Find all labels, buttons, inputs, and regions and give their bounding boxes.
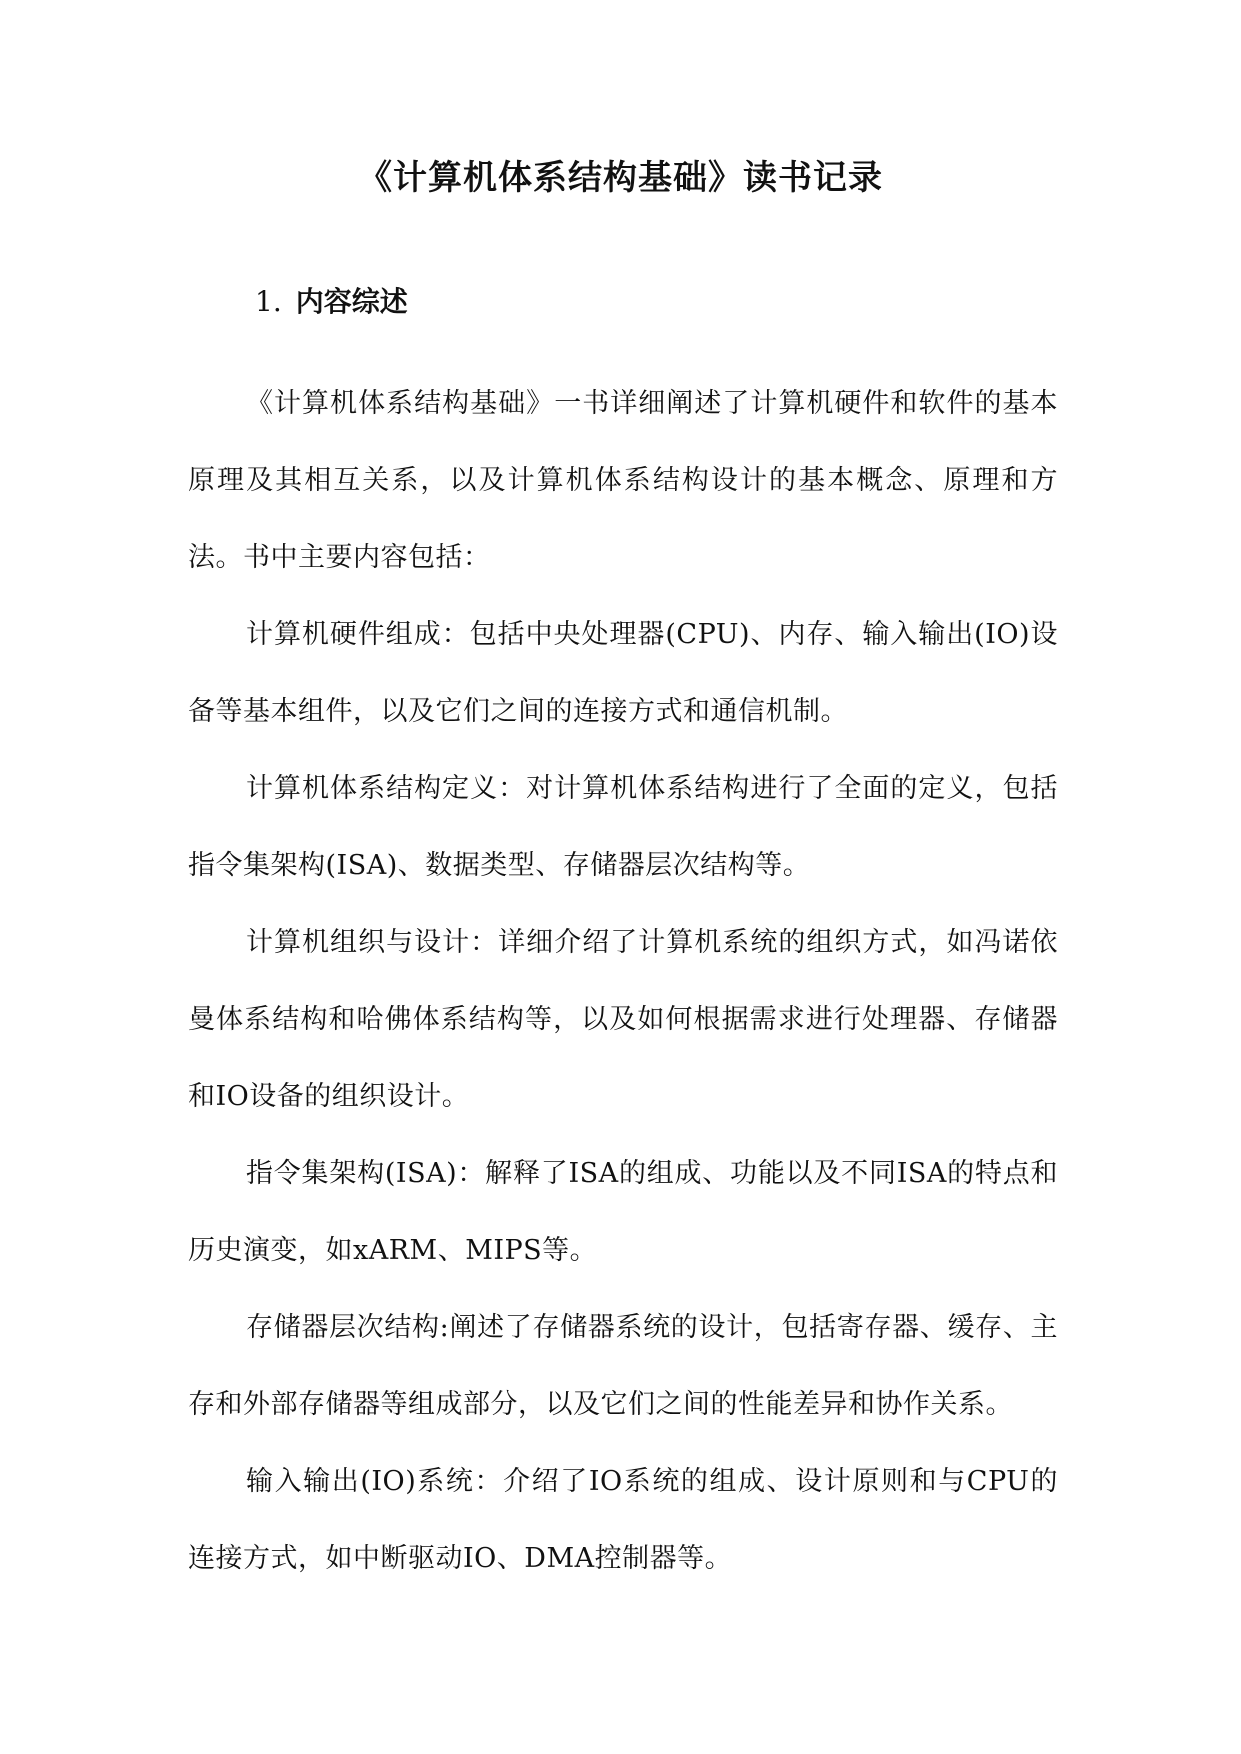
paragraph-organization-design: 计算机组织与设计：详细介绍了计算机系统的组织方式，如冯诺依曼体系结构和哈佛体系结构等，以及如何根据需求进行处理器、存储器和IO设备的组织设计。	[188, 927, 1058, 1112]
section-title: 内容综述	[295, 285, 408, 318]
paragraph-isa: 指令集架构(ISA)：解释了ISA的组成、功能以及不同ISA的特点和历史演变，如xARM、MIPS等。	[188, 1158, 1058, 1266]
section-heading	[255, 280, 408, 324]
body-text	[188, 365, 1058, 1597]
paragraph-memory-hierarchy: 存储器层次结构:阐述了存储器系统的设计，包括寄存器、缓存、主存和外部存储器等组成部分，以及它们之间的性能差异和协作关系。	[188, 1312, 1058, 1420]
paragraph-hardware: 计算机硬件组成：包括中央处理器(CPU)、内存、输入输出(IO)设备等基本组件，以及它们之间的连接方式和通信机制。	[188, 619, 1058, 727]
paragraph-io-system: 输入输出(IO)系统：介绍了IO系统的组成、设计原则和与CPU的连接方式，如中断驱动IO、DMA控制器等。	[188, 1466, 1058, 1574]
document-title: 《计算机体系结构基础》读书记录	[358, 158, 883, 198]
section-number: 1.	[255, 285, 282, 318]
paragraph-architecture-definition: 计算机体系结构定义：对计算机体系结构进行了全面的定义，包括指令集架构(ISA)、数据类型、存储器层次结构等。	[188, 773, 1058, 881]
paragraph-intro: 《计算机体系结构基础》一书详细阐述了计算机硬件和软件的基本原理及其相互关系，以及计算机体系结构设计的基本概念、原理和方法。书中主要内容包括：	[188, 388, 1058, 573]
